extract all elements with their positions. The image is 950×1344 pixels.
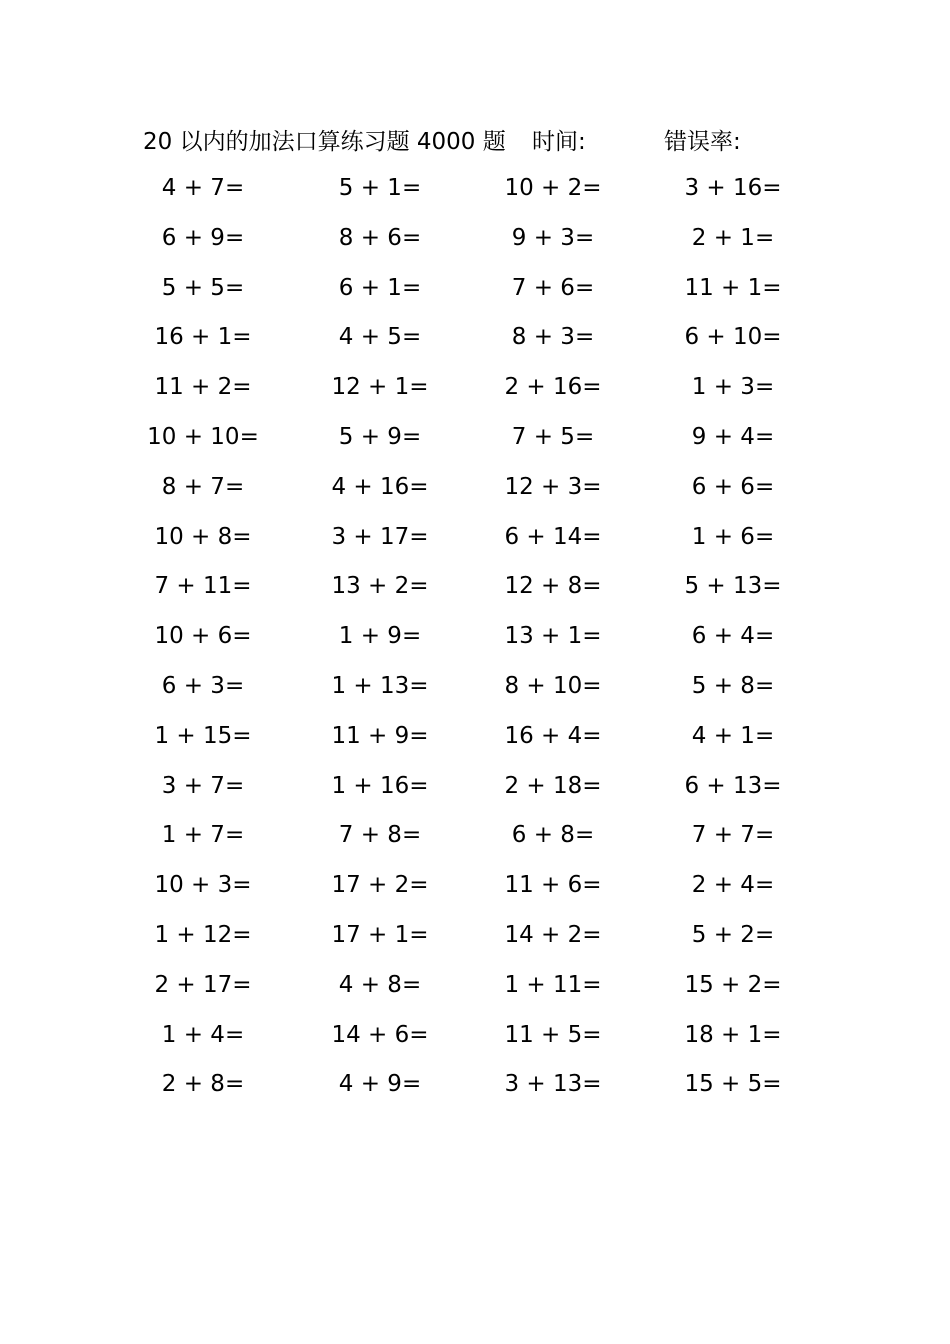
time-label: 时间: <box>532 129 586 155</box>
problem-item: 12 + 1= <box>331 374 429 401</box>
problem-item: 18 + 1= <box>684 1021 782 1048</box>
problem-item: 7 + 7= <box>691 822 775 849</box>
problem-item: 11 + 9= <box>331 722 429 749</box>
problem-item: 12 + 8= <box>504 573 602 600</box>
problem-item: 9 + 3= <box>511 224 595 251</box>
problem-item: 5 + 8= <box>691 673 775 699</box>
problem-item: 7 + 6= <box>511 274 595 301</box>
problem-item: 5 + 9= <box>338 424 422 450</box>
problem-item: 8 + 6= <box>338 224 422 251</box>
problem-item: 4 + 7= <box>161 175 245 201</box>
problem-item: 1 + 6= <box>691 523 775 550</box>
worksheet-title: 20 以内的加法口算练习题 4000 题 <box>143 129 506 155</box>
problem-item: 5 + 1= <box>338 175 422 201</box>
problem-grid <box>0 168 950 1113</box>
problem-item: 14 + 6= <box>331 1021 429 1048</box>
problem-item: 9 + 4= <box>691 424 775 450</box>
problem-item: 1 + 15= <box>154 722 252 749</box>
problem-item: 1 + 13= <box>331 673 429 699</box>
problem-item: 2 + 18= <box>504 772 602 799</box>
problem-item: 17 + 2= <box>331 872 429 899</box>
problem-item: 5 + 5= <box>161 274 245 301</box>
problem-item: 2 + 8= <box>161 1071 245 1098</box>
problem-item: 14 + 2= <box>504 922 602 948</box>
problem-item: 6 + 6= <box>691 473 775 500</box>
problem-item: 2 + 17= <box>154 971 252 998</box>
problem-item: 6 + 10= <box>684 324 782 351</box>
problem-item: 3 + 16= <box>684 175 782 201</box>
problem-item: 7 + 11= <box>154 573 252 600</box>
error-rate-label: 错误率: <box>664 129 741 155</box>
problem-item: 1 + 9= <box>338 623 422 650</box>
problem-item: 2 + 4= <box>691 872 775 899</box>
problem-item: 13 + 2= <box>331 573 429 600</box>
problem-item: 2 + 16= <box>504 374 602 401</box>
problem-item: 6 + 14= <box>504 523 602 550</box>
problem-item: 1 + 3= <box>691 374 775 401</box>
problem-item: 6 + 1= <box>338 274 422 301</box>
problem-item: 8 + 10= <box>504 673 602 699</box>
problem-item: 4 + 8= <box>338 971 422 998</box>
problem-item: 16 + 4= <box>504 722 602 749</box>
problem-item: 15 + 2= <box>684 971 782 998</box>
problem-item: 11 + 5= <box>504 1021 602 1048</box>
problem-item: 8 + 3= <box>511 324 595 351</box>
problem-item: 5 + 13= <box>684 573 782 600</box>
problem-item: 15 + 5= <box>684 1071 782 1098</box>
problem-item: 1 + 16= <box>331 772 429 799</box>
problem-item: 12 + 3= <box>504 473 602 500</box>
problem-item: 1 + 12= <box>154 922 252 948</box>
problem-item: 10 + 8= <box>154 523 252 550</box>
problem-item: 3 + 13= <box>504 1071 602 1098</box>
problem-item: 1 + 7= <box>161 822 245 849</box>
problem-item: 6 + 8= <box>511 822 595 849</box>
problem-item: 17 + 1= <box>331 922 429 948</box>
problem-item: 11 + 2= <box>154 374 252 401</box>
problem-item: 2 + 1= <box>691 224 775 251</box>
problem-item: 13 + 1= <box>504 623 602 650</box>
problem-item: 3 + 17= <box>331 523 429 550</box>
problem-item: 6 + 9= <box>161 224 245 251</box>
problem-item: 5 + 2= <box>691 922 775 948</box>
problem-item: 11 + 1= <box>684 274 782 301</box>
problem-item: 6 + 3= <box>161 673 245 699</box>
problem-item: 10 + 6= <box>154 623 252 650</box>
problem-item: 4 + 5= <box>338 324 422 351</box>
problem-item: 8 + 7= <box>161 473 245 500</box>
problem-item: 3 + 7= <box>161 772 245 799</box>
problem-item: 11 + 6= <box>504 872 602 899</box>
problem-item: 4 + 16= <box>331 473 429 500</box>
problem-item: 10 + 2= <box>504 175 602 201</box>
problem-item: 16 + 1= <box>154 324 252 351</box>
problem-item: 6 + 4= <box>691 623 775 650</box>
problem-item: 1 + 4= <box>161 1021 245 1048</box>
problem-item: 4 + 9= <box>338 1071 422 1098</box>
problem-item: 6 + 13= <box>684 772 782 799</box>
problem-item: 7 + 5= <box>511 424 595 450</box>
problem-item: 10 + 3= <box>154 872 252 899</box>
problem-item: 10 + 10= <box>147 424 259 450</box>
problem-item: 7 + 8= <box>338 822 422 849</box>
worksheet-header <box>0 124 950 160</box>
problem-item: 4 + 1= <box>691 722 775 749</box>
problem-item: 1 + 11= <box>504 971 602 998</box>
